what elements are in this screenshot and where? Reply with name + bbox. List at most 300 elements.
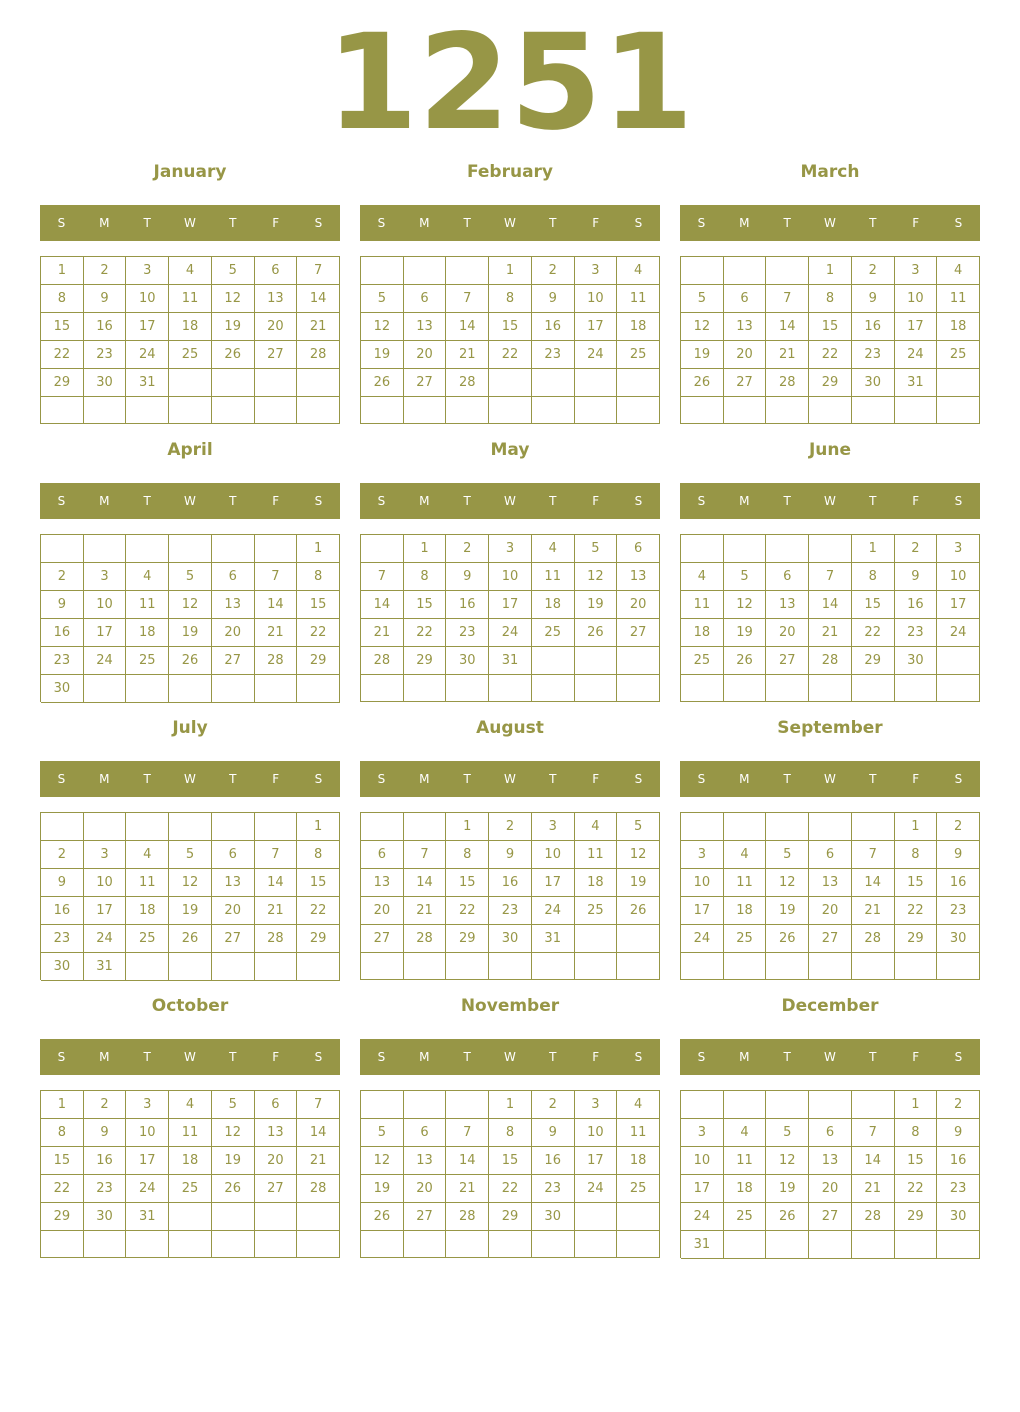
weekday-label: M — [419, 1050, 430, 1064]
month-february — [360, 160, 660, 430]
day-cell: 9 — [937, 1119, 980, 1147]
day-cell: 17 — [532, 869, 575, 897]
weekday-label: M — [99, 216, 110, 230]
weekday-label: S — [954, 772, 963, 786]
weekday-label: F — [272, 494, 280, 508]
empty-cell — [809, 1231, 852, 1259]
weekday-label: T — [869, 772, 877, 786]
day-cell: 8 — [895, 841, 938, 869]
empty-cell — [532, 647, 575, 675]
empty-cell — [681, 813, 724, 841]
weekday-label: S — [954, 216, 963, 230]
empty-cell — [809, 1091, 852, 1119]
day-cell: 31 — [126, 1203, 169, 1231]
weekday-label: W — [824, 1050, 836, 1064]
day-cell: 19 — [212, 313, 255, 341]
empty-cell — [212, 953, 255, 981]
weekday-label: S — [634, 772, 643, 786]
weekday-label: T — [869, 494, 877, 508]
day-cell: 28 — [852, 925, 895, 953]
weekday-label: W — [504, 772, 516, 786]
weekday-label: M — [739, 1050, 750, 1064]
empty-cell — [255, 397, 298, 424]
day-cell: 18 — [681, 619, 724, 647]
empty-cell — [617, 953, 660, 980]
day-cell: 30 — [446, 647, 489, 675]
day-cell: 11 — [681, 591, 724, 619]
weekday-header — [360, 761, 660, 797]
day-cell: 20 — [212, 897, 255, 925]
day-cell: 24 — [126, 1175, 169, 1203]
day-cell: 12 — [575, 563, 618, 591]
day-cell: 20 — [724, 341, 767, 369]
weekday-label: W — [184, 216, 196, 230]
day-cell: 4 — [169, 1091, 212, 1119]
day-cell: 5 — [617, 813, 660, 841]
day-cell: 24 — [681, 1203, 724, 1231]
day-cell: 10 — [126, 1119, 169, 1147]
day-cell: 6 — [809, 841, 852, 869]
year-title: 1251 — [326, 6, 694, 160]
weekday-label: S — [314, 216, 323, 230]
day-cell: 22 — [446, 897, 489, 925]
day-cell: 22 — [852, 619, 895, 647]
weekday-label: S — [377, 772, 386, 786]
day-cell: 1 — [489, 1091, 532, 1119]
day-cell: 25 — [681, 647, 724, 675]
day-cell: 20 — [809, 897, 852, 925]
empty-cell — [532, 953, 575, 980]
day-cell: 29 — [809, 369, 852, 397]
weekday-label: M — [99, 772, 110, 786]
day-cell: 11 — [126, 869, 169, 897]
day-cell: 9 — [41, 591, 84, 619]
day-cell: 26 — [169, 925, 212, 953]
day-cell: 4 — [937, 257, 980, 285]
empty-cell — [255, 1231, 298, 1258]
day-cell: 14 — [255, 869, 298, 897]
day-cell: 11 — [532, 563, 575, 591]
empty-cell — [766, 257, 809, 285]
empty-cell — [361, 535, 404, 563]
weekday-header — [360, 1039, 660, 1075]
day-grid — [680, 812, 980, 980]
month-name: December — [781, 996, 879, 1016]
empty-cell — [489, 675, 532, 702]
day-cell: 10 — [575, 1119, 618, 1147]
empty-cell — [41, 813, 84, 841]
day-cell: 1 — [404, 535, 447, 563]
empty-cell — [255, 369, 298, 397]
day-cell: 31 — [895, 369, 938, 397]
day-cell: 27 — [617, 619, 660, 647]
weekday-label: F — [592, 1050, 600, 1064]
day-cell: 9 — [84, 1119, 127, 1147]
day-cell: 14 — [446, 1147, 489, 1175]
weekday-label: S — [634, 494, 643, 508]
day-cell: 30 — [852, 369, 895, 397]
month-name: September — [777, 718, 883, 738]
day-cell: 27 — [212, 925, 255, 953]
empty-cell — [681, 1091, 724, 1119]
day-cell: 27 — [404, 369, 447, 397]
day-cell: 12 — [766, 1147, 809, 1175]
day-cell: 17 — [681, 1175, 724, 1203]
day-cell: 28 — [809, 647, 852, 675]
day-cell: 3 — [489, 535, 532, 563]
day-cell: 25 — [575, 897, 618, 925]
day-cell: 17 — [575, 1147, 618, 1175]
day-cell: 13 — [617, 563, 660, 591]
weekday-label: W — [504, 216, 516, 230]
day-cell: 21 — [446, 341, 489, 369]
empty-cell — [852, 675, 895, 702]
day-cell: 23 — [937, 897, 980, 925]
day-cell: 26 — [681, 369, 724, 397]
day-cell: 15 — [895, 869, 938, 897]
empty-cell — [446, 953, 489, 980]
day-cell: 5 — [212, 1091, 255, 1119]
day-cell: 10 — [681, 869, 724, 897]
empty-cell — [446, 397, 489, 424]
day-cell: 10 — [681, 1147, 724, 1175]
day-cell: 27 — [766, 647, 809, 675]
day-cell: 24 — [84, 925, 127, 953]
weekday-header — [40, 483, 340, 519]
day-cell: 19 — [724, 619, 767, 647]
day-cell: 9 — [895, 563, 938, 591]
day-cell: 6 — [255, 257, 298, 285]
day-cell: 12 — [169, 591, 212, 619]
month-name: January — [153, 162, 227, 182]
day-cell: 6 — [212, 841, 255, 869]
day-cell: 15 — [895, 1147, 938, 1175]
day-cell: 16 — [41, 897, 84, 925]
empty-cell — [766, 953, 809, 980]
empty-cell — [41, 1231, 84, 1258]
empty-cell — [852, 397, 895, 424]
empty-cell — [809, 953, 852, 980]
day-cell: 1 — [297, 535, 340, 563]
weekday-label: T — [229, 1050, 237, 1064]
empty-cell — [617, 675, 660, 702]
day-cell: 3 — [681, 841, 724, 869]
empty-cell — [617, 1231, 660, 1258]
day-cell: 25 — [126, 647, 169, 675]
day-cell: 8 — [297, 563, 340, 591]
day-cell: 5 — [766, 1119, 809, 1147]
day-cell: 23 — [852, 341, 895, 369]
weekday-label: W — [824, 216, 836, 230]
day-cell: 30 — [489, 925, 532, 953]
empty-cell — [126, 813, 169, 841]
weekday-label: T — [229, 772, 237, 786]
day-cell: 12 — [681, 313, 724, 341]
day-cell: 26 — [766, 1203, 809, 1231]
day-cell: 2 — [532, 257, 575, 285]
day-cell: 7 — [255, 563, 298, 591]
empty-cell — [852, 1231, 895, 1259]
day-cell: 9 — [937, 841, 980, 869]
empty-cell — [489, 397, 532, 424]
day-cell: 31 — [84, 953, 127, 981]
day-cell: 20 — [404, 341, 447, 369]
empty-cell — [169, 1203, 212, 1231]
empty-cell — [212, 535, 255, 563]
day-cell: 23 — [84, 341, 127, 369]
month-november — [360, 994, 660, 1264]
day-cell: 28 — [297, 341, 340, 369]
day-cell: 14 — [404, 869, 447, 897]
day-cell: 11 — [126, 591, 169, 619]
day-cell: 9 — [446, 563, 489, 591]
day-cell: 29 — [446, 925, 489, 953]
empty-cell — [255, 675, 298, 703]
day-cell: 24 — [489, 619, 532, 647]
day-cell: 14 — [766, 313, 809, 341]
empty-cell — [126, 675, 169, 703]
day-cell: 25 — [169, 1175, 212, 1203]
empty-cell — [766, 397, 809, 424]
day-cell: 16 — [446, 591, 489, 619]
empty-cell — [84, 397, 127, 424]
day-cell: 23 — [489, 897, 532, 925]
day-cell: 19 — [361, 1175, 404, 1203]
day-cell: 17 — [895, 313, 938, 341]
empty-cell — [404, 953, 447, 980]
weekday-label: S — [634, 216, 643, 230]
day-cell: 10 — [489, 563, 532, 591]
empty-cell — [41, 535, 84, 563]
weekday-label: W — [184, 772, 196, 786]
day-cell: 7 — [809, 563, 852, 591]
month-july — [40, 716, 340, 986]
weekday-label: S — [377, 216, 386, 230]
day-cell: 20 — [617, 591, 660, 619]
weekday-header — [360, 483, 660, 519]
day-cell: 3 — [895, 257, 938, 285]
weekday-label: F — [272, 1050, 280, 1064]
empty-cell — [617, 925, 660, 953]
empty-cell — [169, 675, 212, 703]
day-cell: 4 — [617, 257, 660, 285]
day-cell: 19 — [766, 897, 809, 925]
day-cell: 4 — [681, 563, 724, 591]
weekday-label: S — [57, 1050, 66, 1064]
day-cell: 2 — [895, 535, 938, 563]
weekday-label: T — [143, 216, 151, 230]
day-cell: 29 — [895, 1203, 938, 1231]
empty-cell — [532, 369, 575, 397]
weekday-label: T — [229, 216, 237, 230]
day-cell: 3 — [126, 1091, 169, 1119]
day-cell: 31 — [489, 647, 532, 675]
day-cell: 16 — [532, 1147, 575, 1175]
day-grid — [360, 812, 660, 980]
day-cell: 2 — [41, 841, 84, 869]
empty-cell — [575, 953, 618, 980]
day-cell: 9 — [84, 285, 127, 313]
weekday-label: S — [377, 494, 386, 508]
day-cell: 24 — [575, 341, 618, 369]
day-cell: 16 — [489, 869, 532, 897]
day-cell: 15 — [41, 1147, 84, 1175]
day-grid — [680, 256, 980, 424]
weekday-label: M — [739, 494, 750, 508]
day-cell: 25 — [724, 925, 767, 953]
weekday-label: S — [57, 772, 66, 786]
day-cell: 17 — [84, 897, 127, 925]
weekday-label: S — [954, 494, 963, 508]
empty-cell — [724, 397, 767, 424]
day-cell: 10 — [84, 591, 127, 619]
day-cell: 10 — [126, 285, 169, 313]
weekday-label: T — [783, 1050, 791, 1064]
day-cell: 28 — [255, 925, 298, 953]
day-cell: 12 — [212, 1119, 255, 1147]
day-cell: 16 — [937, 869, 980, 897]
empty-cell — [809, 535, 852, 563]
day-cell: 5 — [169, 563, 212, 591]
day-cell: 5 — [212, 257, 255, 285]
day-cell: 18 — [169, 1147, 212, 1175]
weekday-label: T — [869, 216, 877, 230]
empty-cell — [169, 953, 212, 981]
weekday-header — [680, 761, 980, 797]
empty-cell — [361, 257, 404, 285]
day-cell: 24 — [84, 647, 127, 675]
day-cell: 23 — [41, 647, 84, 675]
day-cell: 8 — [489, 1119, 532, 1147]
day-cell: 31 — [532, 925, 575, 953]
empty-cell — [575, 369, 618, 397]
empty-cell — [766, 675, 809, 702]
empty-cell — [937, 953, 980, 980]
day-cell: 22 — [41, 341, 84, 369]
day-cell: 5 — [724, 563, 767, 591]
day-cell: 7 — [446, 1119, 489, 1147]
empty-cell — [84, 675, 127, 703]
empty-cell — [297, 1203, 340, 1231]
day-cell: 15 — [41, 313, 84, 341]
weekday-label: T — [549, 1050, 557, 1064]
empty-cell — [404, 675, 447, 702]
empty-cell — [575, 675, 618, 702]
empty-cell — [404, 813, 447, 841]
day-cell: 8 — [297, 841, 340, 869]
weekday-label: M — [99, 1050, 110, 1064]
day-cell: 22 — [489, 1175, 532, 1203]
day-cell: 20 — [766, 619, 809, 647]
weekday-header — [360, 205, 660, 241]
day-cell: 1 — [852, 535, 895, 563]
day-cell: 23 — [446, 619, 489, 647]
empty-cell — [489, 953, 532, 980]
day-grid — [680, 1090, 980, 1258]
day-cell: 16 — [937, 1147, 980, 1175]
month-october — [40, 994, 340, 1264]
empty-cell — [852, 813, 895, 841]
empty-cell — [766, 535, 809, 563]
day-cell: 13 — [361, 869, 404, 897]
day-cell: 14 — [809, 591, 852, 619]
day-cell: 21 — [361, 619, 404, 647]
weekday-label: M — [419, 216, 430, 230]
day-cell: 3 — [126, 257, 169, 285]
day-cell: 19 — [575, 591, 618, 619]
day-cell: 7 — [446, 285, 489, 313]
empty-cell — [212, 369, 255, 397]
empty-cell — [126, 397, 169, 424]
empty-cell — [937, 397, 980, 424]
weekday-label: W — [824, 494, 836, 508]
day-cell: 6 — [617, 535, 660, 563]
day-cell: 10 — [895, 285, 938, 313]
day-cell: 6 — [809, 1119, 852, 1147]
empty-cell — [937, 647, 980, 675]
day-cell: 29 — [852, 647, 895, 675]
day-cell: 1 — [41, 1091, 84, 1119]
day-cell: 29 — [41, 369, 84, 397]
day-cell: 6 — [212, 563, 255, 591]
day-cell: 22 — [41, 1175, 84, 1203]
weekday-label: T — [143, 1050, 151, 1064]
day-cell: 15 — [852, 591, 895, 619]
day-cell: 16 — [41, 619, 84, 647]
empty-cell — [361, 675, 404, 702]
weekday-label: S — [954, 1050, 963, 1064]
day-cell: 27 — [724, 369, 767, 397]
day-cell: 26 — [169, 647, 212, 675]
day-cell: 26 — [361, 369, 404, 397]
day-cell: 17 — [126, 1147, 169, 1175]
empty-cell — [446, 1231, 489, 1258]
weekday-label: F — [912, 772, 920, 786]
day-cell: 2 — [852, 257, 895, 285]
empty-cell — [446, 675, 489, 702]
day-grid — [360, 256, 660, 424]
empty-cell — [617, 397, 660, 424]
empty-cell — [575, 925, 618, 953]
empty-cell — [297, 397, 340, 424]
day-cell: 21 — [809, 619, 852, 647]
empty-cell — [895, 397, 938, 424]
day-cell: 16 — [852, 313, 895, 341]
empty-cell — [575, 1203, 618, 1231]
day-cell: 15 — [446, 869, 489, 897]
day-cell: 9 — [532, 285, 575, 313]
day-cell: 17 — [489, 591, 532, 619]
empty-cell — [41, 397, 84, 424]
weekday-label: T — [783, 494, 791, 508]
month-september — [680, 716, 980, 986]
day-cell: 14 — [297, 1119, 340, 1147]
weekday-header — [40, 205, 340, 241]
day-cell: 21 — [446, 1175, 489, 1203]
day-cell: 8 — [41, 285, 84, 313]
empty-cell — [169, 1231, 212, 1258]
day-cell: 11 — [724, 1147, 767, 1175]
weekday-label: T — [549, 772, 557, 786]
empty-cell — [575, 397, 618, 424]
empty-cell — [809, 675, 852, 702]
day-cell: 11 — [617, 1119, 660, 1147]
day-cell: 3 — [575, 1091, 618, 1119]
day-cell: 25 — [126, 925, 169, 953]
day-cell: 8 — [446, 841, 489, 869]
day-cell: 23 — [532, 341, 575, 369]
day-cell: 16 — [84, 1147, 127, 1175]
